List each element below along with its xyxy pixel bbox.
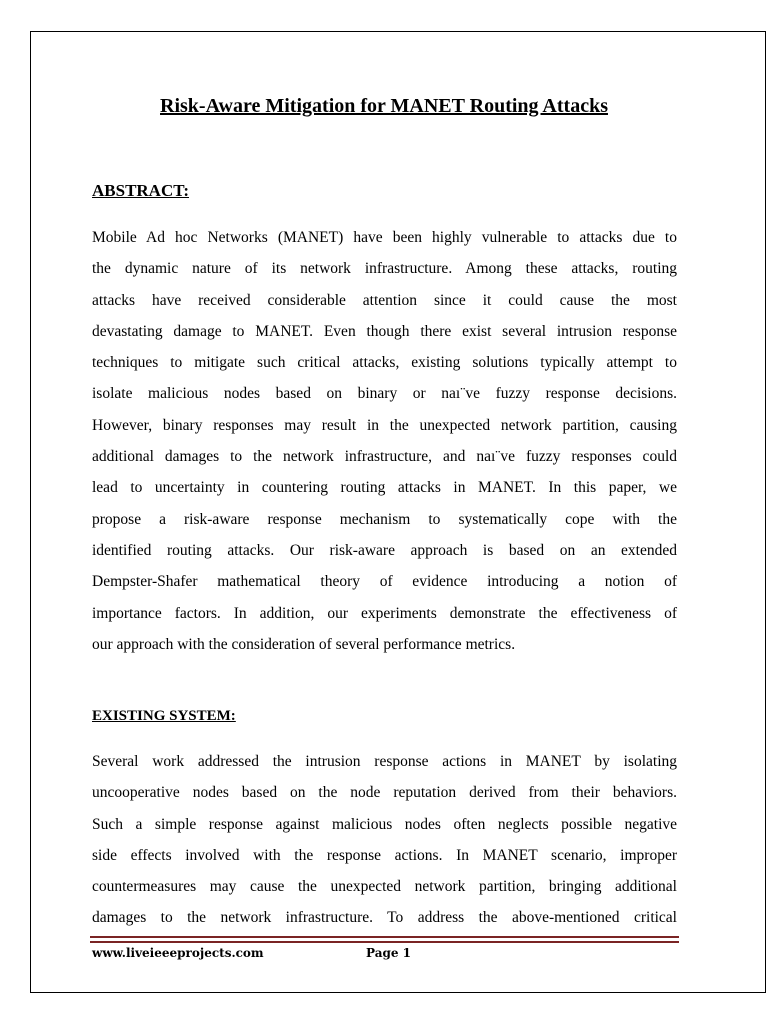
abstract-line: However, binary responses may result in the unexpected network partition, causing [92, 416, 677, 434]
existing-system-line: uncooperative nodes based on the node reputation derived from their behaviors. [92, 784, 677, 802]
abstract-line: devastating damage to MANET. Even though there exist several intrusion response [92, 322, 677, 340]
existing-system-line: countermeasures may cause the unexpected network partition, bringing additional [92, 878, 677, 896]
document-title: Risk-Aware Mitigation for MANET Routing Attacks [160, 95, 608, 117]
abstract-line: isolate malicious nodes based on binary or naı¨ve fuzzy response decisions. [92, 385, 677, 403]
abstract-line: propose a risk-aware response mechanism to systematically cope with the [92, 510, 677, 528]
existing-system-paragraph [92, 746, 677, 934]
footer-rule [90, 941, 679, 943]
existing-system-line: side effects involved with the response actions. In MANET scenario, improper [92, 846, 677, 864]
abstract-heading: ABSTRACT: [92, 181, 189, 200]
footer-rule [90, 936, 679, 938]
abstract-line: our approach with the consideration of several performance metrics. [92, 635, 516, 653]
abstract-line: techniques to mitigate such critical attacks, existing solutions typically attempt to [92, 354, 677, 372]
abstract-line: importance factors. In addition, our experiments demonstrate the effectiveness of [92, 604, 677, 622]
abstract-line: Dempster-Shafer mathematical theory of evidence introducing a notion of [92, 573, 677, 591]
abstract-line: lead to uncertainty in countering routing attacks in MANET. In this paper, we [92, 479, 677, 497]
abstract-line: additional damages to the network infrastructure, and naı¨ve fuzzy responses could [92, 448, 677, 466]
abstract-paragraph [92, 222, 677, 660]
existing-system-line: damages to the network infrastructure. To address the above-mentioned critical [92, 909, 677, 927]
abstract-line: attacks have received considerable attention since it could cause the most [92, 291, 677, 309]
existing-system-heading: EXISTING SYSTEM: [92, 708, 236, 724]
existing-system-line: Such a simple response against malicious nodes often neglects possible negative [92, 815, 677, 833]
abstract-line: Mobile Ad hoc Networks (MANET) have been highly vulnerable to attacks due to [92, 229, 677, 246]
footer-url-link[interactable]: www.liveieeeprojects.com [92, 946, 264, 960]
abstract-line: identified routing attacks. Our risk-aware approach is based on an extended [92, 541, 677, 559]
footer-page-number: Page 1 [366, 946, 412, 960]
existing-system-line: Several work addressed the intrusion response actions in MANET by isolating [92, 753, 677, 770]
abstract-line: the dynamic nature of its network infrastructure. Among these attacks, routing [92, 260, 677, 278]
